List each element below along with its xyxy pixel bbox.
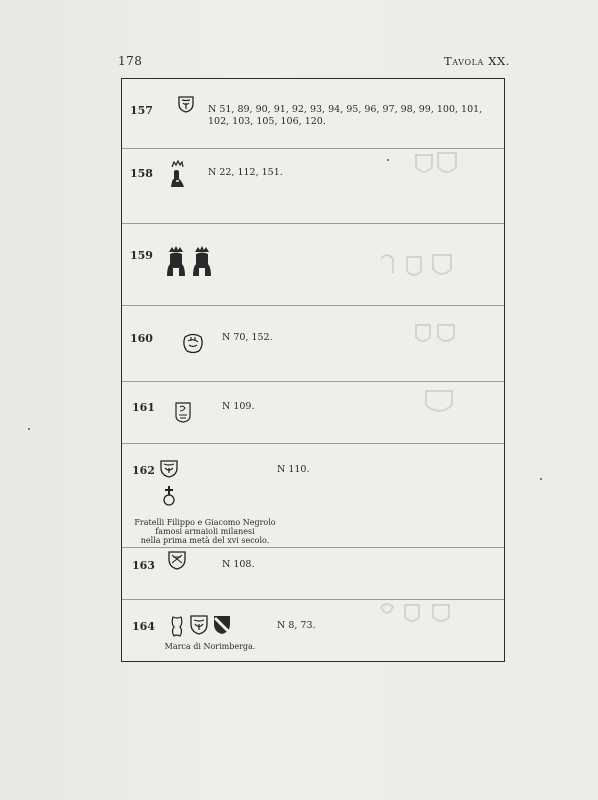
- shield-mark-icon: [168, 551, 186, 570]
- reference-list: N 110.: [277, 464, 310, 475]
- bleed-through-mark-icon: [412, 319, 462, 349]
- bend-shield-mark-icon: [213, 615, 231, 635]
- bleed-through-mark-icon: [377, 599, 457, 629]
- plate-frame: [121, 78, 505, 662]
- entry-number: 161: [132, 401, 155, 414]
- row-divider: [122, 547, 504, 548]
- crowned-helmet-mark-icon: [166, 245, 186, 277]
- ink-speck: [540, 478, 542, 480]
- eagle-mark-icon: [170, 615, 184, 637]
- page-number: 178: [118, 54, 143, 68]
- shield-mark-icon: [178, 96, 194, 113]
- entry-number: 163: [132, 559, 155, 572]
- caption-line: Fratelli Filippo e Giacomo Negrolo: [134, 518, 276, 527]
- cross-orb-mark-icon: [162, 485, 176, 507]
- reference-list: N 51, 89, 90, 91, 92, 93, 94, 95, 96, 97, 98, 99, 100, 101, 102, 103, 105, 106, 120.: [208, 104, 483, 127]
- entry-number: 162: [132, 464, 155, 477]
- reference-list: N 70, 152.: [222, 332, 273, 343]
- bleed-through-mark-icon: [422, 387, 462, 417]
- framed-monogram-mark-icon: [174, 401, 192, 423]
- crowned-tower-mark-icon: [169, 159, 187, 189]
- bleed-through-mark-icon: [377, 249, 457, 289]
- entry-number: 160: [130, 332, 153, 345]
- caption-line: famosi armaioli milanesi: [155, 527, 255, 536]
- maker-caption: [160, 642, 260, 651]
- ink-speck: [387, 159, 389, 161]
- reference-list: N 108.: [222, 559, 255, 570]
- reference-list: N 8, 73.: [277, 620, 316, 631]
- row-divider: [122, 223, 504, 224]
- bleed-through-mark-icon: [412, 149, 462, 189]
- round-crest-mark-icon: [182, 332, 204, 354]
- entry-number: 164: [132, 620, 155, 633]
- row-divider: [122, 305, 504, 306]
- entry-number: 158: [130, 167, 153, 180]
- row-divider: [122, 148, 504, 149]
- shield-mark-icon: [190, 615, 208, 635]
- row-divider: [122, 599, 504, 600]
- maker-caption: [130, 518, 280, 545]
- plate-title: Tavola XX.: [444, 54, 511, 68]
- row-divider: [122, 381, 504, 382]
- entry-number: 159: [130, 249, 153, 262]
- caption-line: Marca di Norimberga.: [164, 642, 256, 651]
- ink-speck: [28, 428, 30, 430]
- entry-number: 157: [130, 104, 153, 117]
- caption-line: nella prima metà del xvi secolo.: [140, 536, 270, 545]
- reference-list: N 109.: [222, 401, 255, 412]
- crowned-helmet-mark-icon: [192, 245, 212, 277]
- row-divider: [122, 443, 504, 444]
- shield-mark-icon: [159, 459, 179, 479]
- reference-list: N 22, 112, 151.: [208, 167, 283, 178]
